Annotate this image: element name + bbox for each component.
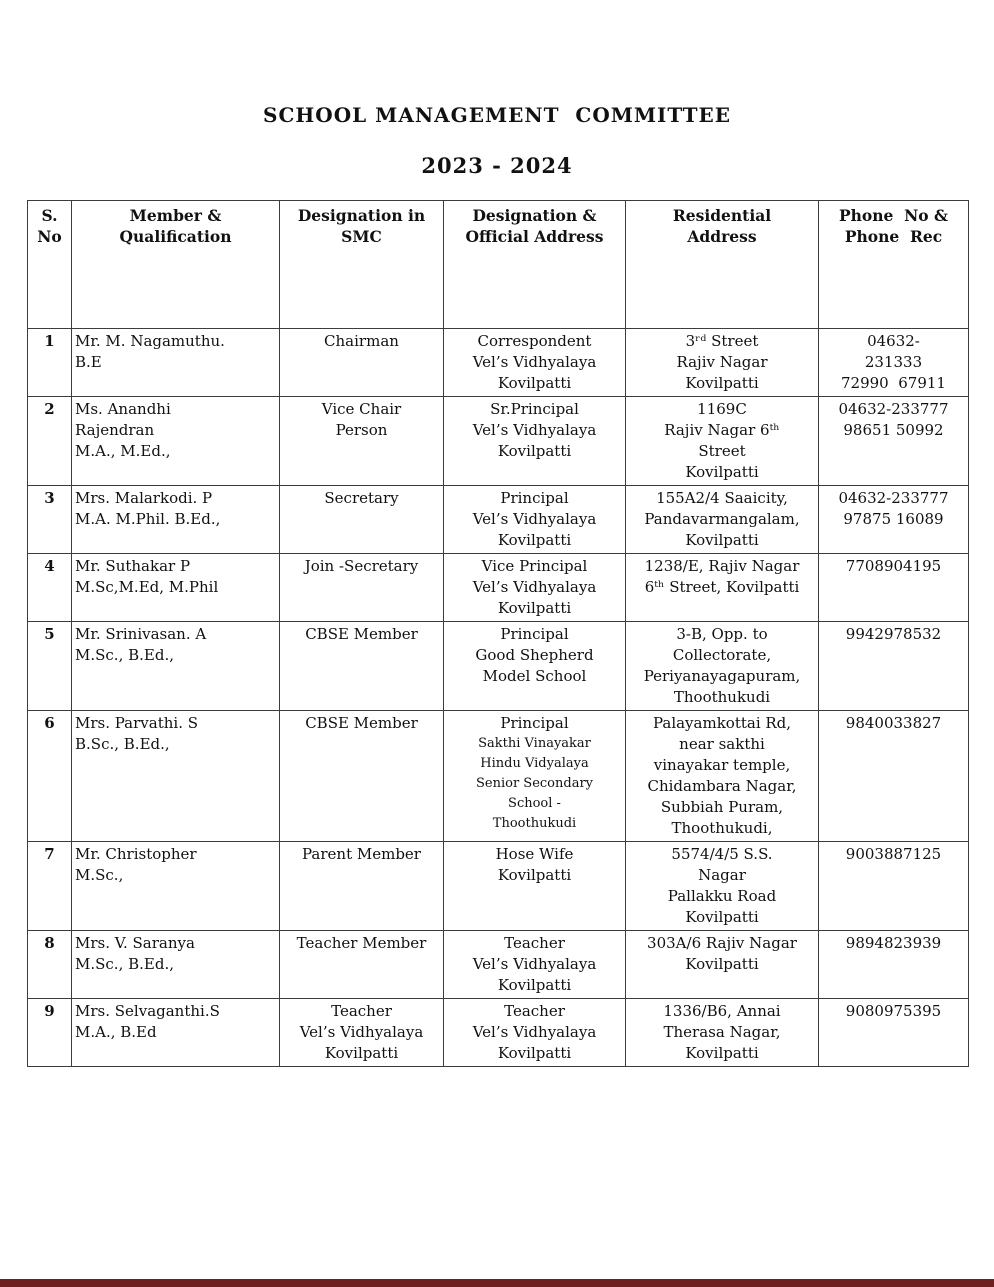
cell-line: 7708904195 — [845, 557, 942, 575]
cell-line: Member & — [129, 206, 222, 225]
table-header-row — [28, 201, 969, 329]
cell-line: Mrs. V. Saranya — [75, 934, 195, 952]
cell-line: Vice Chair — [321, 400, 402, 418]
cell-phone-number — [819, 622, 969, 711]
cell-serial-number: 4 — [28, 554, 72, 622]
table-row — [28, 999, 969, 1067]
table-body — [28, 329, 969, 1067]
cell-designation-official-address — [444, 554, 626, 622]
cell-line: Principal — [500, 625, 569, 643]
cell-member-qualification — [72, 842, 280, 931]
cell-line: Secretary — [324, 489, 399, 507]
cell-serial-number: 9 — [28, 999, 72, 1067]
cell-line: B.E — [75, 353, 102, 371]
cell-line: Chidambara Nagar, — [647, 777, 797, 795]
cell-line: Kovilpatti — [497, 374, 572, 392]
cell-line: SMC — [341, 227, 382, 246]
cell-line: Principal — [500, 489, 569, 507]
cell-line: 9894823939 — [845, 934, 942, 952]
cell-line: Vel’s Vidhyalaya — [472, 578, 597, 596]
cell-line: Good Shepherd — [475, 646, 594, 664]
cell-designation-smc — [280, 711, 444, 842]
cell-line: Kovilpatti — [497, 1044, 572, 1062]
cell-line: 72990 67911 — [841, 374, 946, 392]
cell-line: Palayamkottai Rd, — [652, 714, 792, 732]
cell-line: 98651 50992 — [843, 421, 944, 439]
cell-line: Model School — [482, 667, 587, 685]
cell-line: Kovilpatti — [497, 442, 572, 460]
cell-line: 04632-233777 — [838, 400, 949, 418]
cell-phone-number — [819, 931, 969, 999]
cell-designation-official-address — [444, 329, 626, 397]
cell-line: 1336/B6, Annai — [663, 1002, 781, 1020]
cell-line: Pallakku Road — [667, 887, 777, 905]
cell-designation-official-address — [444, 486, 626, 554]
cell-line: Thoothukudi — [492, 816, 577, 831]
cell-line: Vel’s Vidhyalaya — [472, 1023, 597, 1041]
cell-designation-official-address — [444, 999, 626, 1067]
column-header — [626, 201, 819, 329]
cell-residential-address — [626, 999, 819, 1067]
cell-line: Periyanayagapuram, — [643, 667, 801, 685]
cell-line: 303A/6 Rajiv Nagar — [647, 934, 797, 952]
table-header — [28, 201, 969, 329]
cell-line: Nagar — [698, 866, 746, 884]
column-header — [819, 201, 969, 329]
cell-residential-address — [626, 931, 819, 999]
cell-member-qualification — [72, 931, 280, 999]
cell-line: 04632-233777 — [838, 489, 949, 507]
cell-line: Kovilpatti — [685, 463, 759, 481]
cell-designation-smc — [280, 622, 444, 711]
cell-line: Address — [687, 227, 757, 246]
cell-line: 1238/E, Rajiv Nagar — [644, 557, 800, 575]
column-header — [72, 201, 280, 329]
cell-line: 9942978532 — [845, 625, 942, 643]
cell-line: CBSE Member — [305, 625, 418, 643]
cell-phone-number — [819, 554, 969, 622]
table-row — [28, 842, 969, 931]
cell-serial-number: 3 — [28, 486, 72, 554]
cell-designation-smc — [280, 329, 444, 397]
cell-phone-number — [819, 486, 969, 554]
page-title: SCHOOL MANAGEMENT COMMITTEE — [263, 103, 731, 127]
cell-line: Pandavarmangalam, — [644, 510, 800, 528]
cell-line: Therasa Nagar, — [663, 1023, 781, 1041]
cell-line: Parent Member — [302, 845, 421, 863]
cell-line: Teacher — [331, 1002, 392, 1020]
cell-line: Phone Rec — [844, 227, 943, 246]
table-row — [28, 554, 969, 622]
cell-line: Kovilpatti — [497, 976, 572, 994]
cell-line: Teacher Member — [296, 934, 427, 952]
cell-designation-official-address — [444, 622, 626, 711]
cell-line: Designation in — [297, 206, 426, 225]
table-row — [28, 711, 969, 842]
cell-designation-smc — [280, 999, 444, 1067]
cell-line: 3-B, Opp. to — [676, 625, 768, 643]
cell-member-qualification — [72, 486, 280, 554]
cell-line: Kovilpatti — [685, 955, 759, 973]
table-row — [28, 486, 969, 554]
cell-member-qualification — [72, 622, 280, 711]
cell-line: Kovilpatti — [497, 866, 572, 884]
cell-residential-address — [626, 842, 819, 931]
cell-phone-number — [819, 999, 969, 1067]
cell-line: Phone No & — [838, 206, 949, 225]
cell-serial-number: 8 — [28, 931, 72, 999]
cell-line: No — [37, 227, 62, 246]
cell-line: Kovilpatti — [685, 531, 759, 549]
cell-line: Thoothukudi — [673, 688, 771, 706]
cell-line: 97875 16089 — [843, 510, 944, 528]
cell-line: Official Address — [465, 227, 604, 246]
cell-line: Vel’s Vidhyalaya — [472, 421, 597, 439]
cell-designation-official-address — [444, 931, 626, 999]
cell-line: Street — [698, 442, 746, 460]
cell-line: Hindu Vidyalaya — [480, 756, 589, 771]
committee-table — [27, 200, 969, 1067]
cell-line: 155A2/4 Saaicity, — [656, 489, 788, 507]
cell-designation-smc — [280, 486, 444, 554]
cell-line: 9840033827 — [845, 714, 942, 732]
cell-line: Vel’s Vidhyalaya — [472, 353, 597, 371]
cell-line: Teacher — [504, 1002, 565, 1020]
cell-line: near sakthi — [679, 735, 765, 753]
cell-serial-number: 1 — [28, 329, 72, 397]
cell-residential-address — [626, 554, 819, 622]
cell-line: Sakthi Vinayakar — [478, 736, 591, 751]
cell-line: vinayakar temple, — [653, 756, 791, 774]
cell-line: Hose Wife — [495, 845, 574, 863]
page-subtitle: 2023 - 2024 — [421, 153, 573, 178]
cell-member-qualification — [72, 999, 280, 1067]
table-row — [28, 931, 969, 999]
cell-residential-address — [626, 397, 819, 486]
cell-line: Thoothukudi, — [671, 819, 773, 837]
cell-line: Mrs. Selvaganthi.S — [75, 1002, 220, 1020]
cell-serial-number: 5 — [28, 622, 72, 711]
cell-designation-smc — [280, 842, 444, 931]
cell-line: 231333 — [864, 353, 923, 371]
table-row — [28, 397, 969, 486]
cell-line: Subbiah Puram, — [660, 798, 784, 816]
cell-member-qualification — [72, 329, 280, 397]
cell-line: Kovilpatti — [685, 1044, 759, 1062]
cell-line: Kovilpatti — [324, 1044, 399, 1062]
cell-phone-number — [819, 397, 969, 486]
column-header — [444, 201, 626, 329]
cell-line: Vel’s Vidhyalaya — [472, 955, 597, 973]
cell-line: M.A. M.Phil. B.Ed., — [75, 510, 221, 528]
cell-line: Kovilpatti — [497, 531, 572, 549]
cell-line: Rajendran — [75, 421, 155, 439]
cell-line: Vice Principal — [481, 557, 588, 575]
cell-serial-number: 2 — [28, 397, 72, 486]
cell-line: Mr. Suthakar P — [75, 557, 191, 575]
cell-line: 1169C — [697, 400, 747, 418]
cell-line: Rajiv Nagar 6ᵗʰ — [664, 421, 780, 439]
cell-member-qualification — [72, 711, 280, 842]
cell-line: Senior Secondary — [475, 776, 593, 791]
cell-line: Mr. M. Nagamuthu. — [75, 332, 225, 350]
cell-designation-smc — [280, 931, 444, 999]
cell-line: Collectorate, — [672, 646, 772, 664]
cell-residential-address — [626, 711, 819, 842]
cell-line: M.Sc., — [75, 866, 124, 884]
cell-line: M.Sc,M.Ed, M.Phil — [75, 578, 219, 596]
cell-line: Vel’s Vidhyalaya — [299, 1023, 424, 1041]
cell-line: M.A., M.Ed., — [75, 442, 171, 460]
cell-line: Correspondent — [477, 332, 592, 350]
cell-line: 9003887125 — [845, 845, 942, 863]
cell-serial-number: 7 — [28, 842, 72, 931]
cell-member-qualification — [72, 397, 280, 486]
table-row — [28, 329, 969, 397]
cell-line: Person — [335, 421, 388, 439]
cell-line: Ms. Anandhi — [75, 400, 171, 418]
cell-line: Principal — [500, 714, 569, 732]
column-header — [28, 201, 72, 329]
cell-phone-number — [819, 842, 969, 931]
cell-line: 6ᵗʰ Street, Kovilpatti — [644, 578, 800, 596]
cell-line: School - — [508, 796, 561, 811]
cell-line: Sr.Principal — [490, 400, 579, 418]
cell-designation-official-address — [444, 842, 626, 931]
cell-member-qualification — [72, 554, 280, 622]
cell-line: Chairman — [324, 332, 399, 350]
cell-line: Qualification — [119, 227, 232, 246]
cell-line: M.Sc., B.Ed., — [75, 955, 174, 973]
cell-line: 5574/4/5 S.S. — [671, 845, 773, 863]
cell-phone-number — [819, 711, 969, 842]
cell-line: B.Sc., B.Ed., — [75, 735, 170, 753]
cell-line: M.Sc., B.Ed., — [75, 646, 174, 664]
cell-line: Designation & — [472, 206, 597, 225]
cell-line: Residential — [672, 206, 772, 225]
cell-line: Kovilpatti — [685, 908, 759, 926]
cell-designation-smc — [280, 554, 444, 622]
cell-line: 9080975395 — [845, 1002, 942, 1020]
cell-serial-number: 6 — [28, 711, 72, 842]
cell-residential-address — [626, 622, 819, 711]
cell-line: M.A., B.Ed — [75, 1023, 157, 1041]
cell-residential-address — [626, 329, 819, 397]
cell-line: Mrs. Parvathi. S — [75, 714, 199, 732]
cell-designation-smc — [280, 397, 444, 486]
cell-designation-official-address — [444, 397, 626, 486]
cell-line: Vel’s Vidhyalaya — [472, 510, 597, 528]
column-header — [280, 201, 444, 329]
cell-line: S. — [41, 206, 58, 225]
footer-bar — [0, 1279, 994, 1287]
cell-line: Mr. Srinivasan. A — [75, 625, 207, 643]
cell-line: Rajiv Nagar — [676, 353, 768, 371]
cell-line: Join -Secretary — [304, 557, 419, 575]
cell-line: 04632- — [867, 332, 920, 350]
cell-line: Mr. Christopher — [75, 845, 197, 863]
cell-line: Kovilpatti — [497, 599, 572, 617]
cell-line: Teacher — [504, 934, 565, 952]
cell-line: Mrs. Malarkodi. P — [75, 489, 213, 507]
cell-line: CBSE Member — [305, 714, 418, 732]
cell-line: Kovilpatti — [685, 374, 759, 392]
cell-line: 3ʳᵈ Street — [685, 332, 759, 350]
table-row — [28, 622, 969, 711]
cell-designation-official-address — [444, 711, 626, 842]
cell-residential-address — [626, 486, 819, 554]
cell-phone-number — [819, 329, 969, 397]
